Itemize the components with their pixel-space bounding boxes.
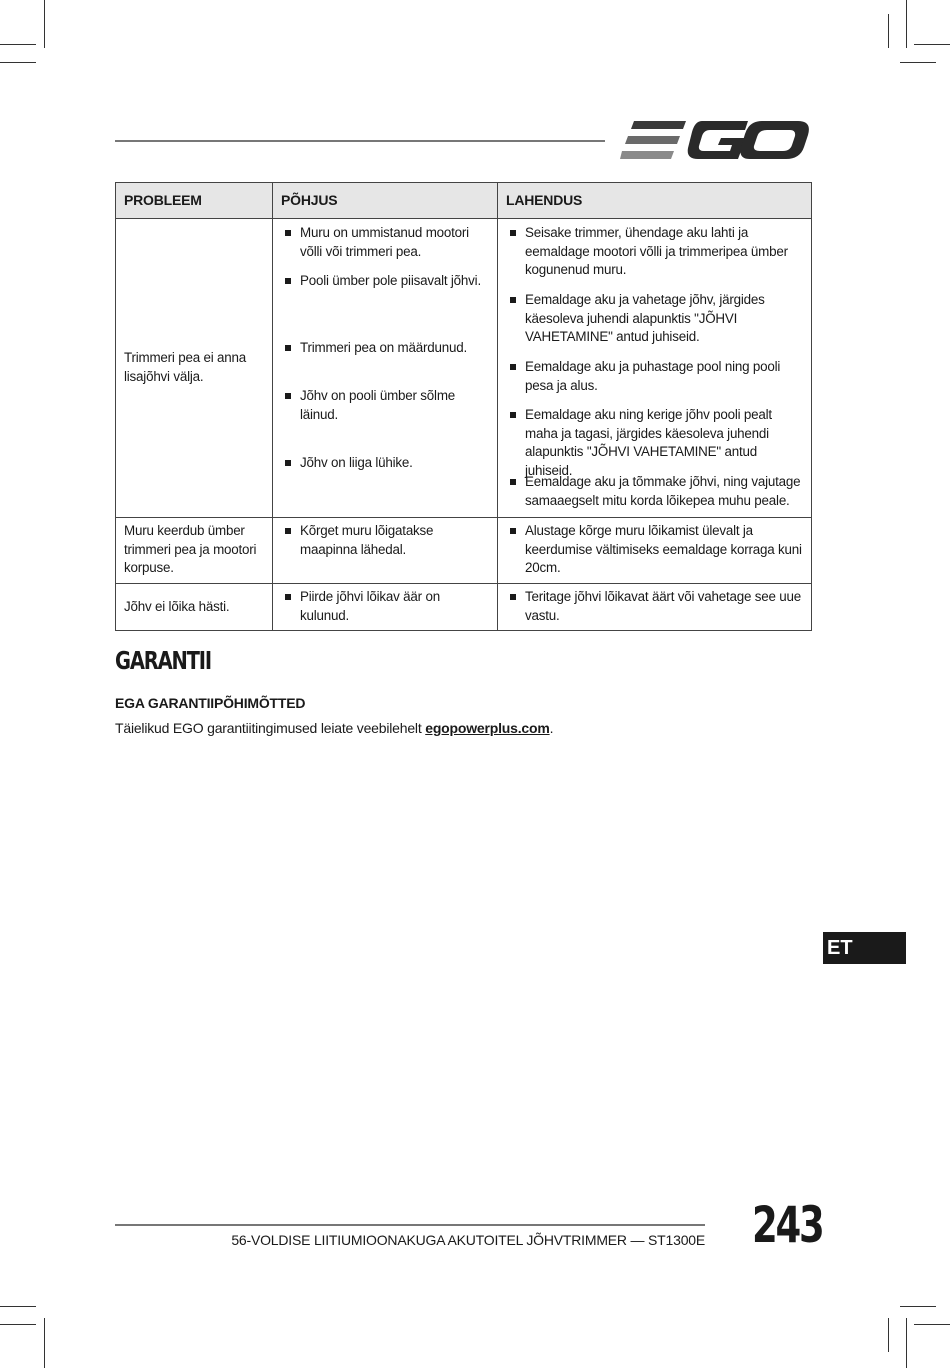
section-title: GARANTII bbox=[115, 646, 211, 675]
crop-mark bbox=[0, 1306, 36, 1307]
bullet-icon bbox=[285, 594, 291, 600]
crop-mark bbox=[906, 1318, 907, 1368]
bullet-icon bbox=[285, 460, 291, 466]
language-tab: ET bbox=[823, 932, 906, 964]
table-header-row bbox=[116, 183, 812, 219]
list-item: Eemaldage aku ja puhastage pool ning pooli pesa ja alus. bbox=[506, 358, 803, 406]
troubleshooting-table bbox=[115, 182, 812, 631]
table-row bbox=[116, 584, 812, 631]
list-item: Seisake trimmer, ühendage aku lahti ja eemaldage mootori võlli ja trimmeripea ümber kogunenud muru. bbox=[506, 224, 803, 291]
bullet-icon bbox=[285, 278, 291, 284]
list-item: Jõhv on pooli ümber sõlme läinud. bbox=[281, 387, 489, 454]
solution-cell bbox=[498, 219, 812, 518]
bullet-icon bbox=[510, 479, 516, 485]
problem-text: Muru keerdub ümber trimmeri pea ja mootori korpuse. bbox=[124, 523, 257, 576]
column-header-cause: PÕHJUS bbox=[273, 183, 498, 219]
list-item: Eemaldage aku ja vahetage jõhv, järgides käesoleva juhendi alapunktis "JÕHVI VAHETAMINE" antud juhiseid. bbox=[506, 291, 803, 358]
crop-mark bbox=[914, 1324, 950, 1325]
warranty-text: Täielikud EGO garantiitingimused leiate veebilehelt bbox=[115, 720, 426, 736]
bullet-icon bbox=[285, 393, 291, 399]
bullet-icon bbox=[285, 230, 291, 236]
page-number: 243 bbox=[752, 1196, 823, 1254]
crop-mark bbox=[44, 1318, 45, 1368]
list-item: Eemaldage aku ning kerige jõhv pooli pealt maha ja tagasi, järgides käesoleva juhendi alapunktis "JÕHVI VAHETAMINE" antud juhiseid. bbox=[506, 406, 803, 473]
crop-mark bbox=[0, 1324, 36, 1325]
crop-mark bbox=[0, 44, 36, 45]
list-item: Jõhv on liiga lühike. bbox=[281, 454, 489, 494]
column-header-solution: LAHENDUS bbox=[498, 183, 812, 219]
problem-text: Jõhv ei lõika hästi. bbox=[124, 598, 230, 614]
problem-text: Trimmeri pea ei anna lisajõhvi välja. bbox=[124, 350, 247, 384]
crop-mark bbox=[900, 62, 936, 63]
cause-cell bbox=[273, 584, 498, 631]
solution-cell bbox=[498, 518, 812, 584]
header-rule bbox=[115, 140, 605, 142]
footer-title: 56-VOLDISE LIITIUMIOONAKUGA AKUTOITEL JÕHVTRIMMER — ST1300E bbox=[231, 1232, 705, 1248]
crop-mark bbox=[906, 0, 907, 48]
cause-cell bbox=[273, 219, 498, 518]
crop-mark bbox=[900, 1306, 936, 1307]
problem-cell bbox=[116, 219, 273, 518]
list-item: Alustage kõrge muru lõikamist ülevalt ja keerdumise vältimiseks eemaldage korraga kuni 20cm. bbox=[506, 522, 803, 578]
section-subtitle: EGA GARANTIIPÕHIMÕTTED bbox=[115, 695, 306, 711]
table-row bbox=[116, 518, 812, 584]
warranty-text-end: . bbox=[549, 720, 554, 736]
crop-mark bbox=[0, 62, 36, 63]
ego-logo bbox=[620, 118, 810, 162]
list-item: Teritage jõhvi lõikavat äärt või vahetage see uue vastu. bbox=[506, 588, 803, 625]
list-item: Eemaldage aku ja tõmmake jõhvi, ning vajutage samaaegselt mitu korda lõikepea muhu peale. bbox=[506, 473, 803, 513]
list-item: Pooli ümber pole piisavalt jõhvi. bbox=[281, 272, 489, 339]
bullet-icon bbox=[510, 594, 516, 600]
bullet-icon bbox=[510, 528, 516, 534]
problem-cell bbox=[116, 518, 273, 584]
list-item: Muru on ummistanud mootori võlli või trimmeri pea. bbox=[281, 224, 489, 272]
footer-rule bbox=[115, 1224, 705, 1226]
column-header-problem: PROBLEEM bbox=[116, 183, 273, 219]
bullet-icon bbox=[285, 528, 291, 534]
problem-cell bbox=[116, 584, 273, 631]
table-row bbox=[116, 219, 812, 518]
warranty-link[interactable]: egopowerplus.com bbox=[425, 720, 550, 736]
list-item: Trimmeri pea on määrdunud. bbox=[281, 339, 489, 387]
cause-cell bbox=[273, 518, 498, 584]
bullet-icon bbox=[510, 412, 516, 418]
bullet-icon bbox=[285, 345, 291, 351]
crop-mark bbox=[914, 44, 950, 45]
solution-cell bbox=[498, 584, 812, 631]
bullet-icon bbox=[510, 297, 516, 303]
bullet-icon bbox=[510, 230, 516, 236]
crop-mark bbox=[888, 14, 889, 48]
bullet-icon bbox=[510, 364, 516, 370]
list-item: Kõrget muru lõigatakse maapinna lähedal. bbox=[281, 522, 489, 559]
warranty-paragraph bbox=[115, 720, 553, 736]
crop-mark bbox=[888, 1318, 889, 1352]
crop-mark bbox=[44, 0, 45, 48]
list-item: Piirde jõhvi lõikav äär on kulunud. bbox=[281, 588, 489, 625]
